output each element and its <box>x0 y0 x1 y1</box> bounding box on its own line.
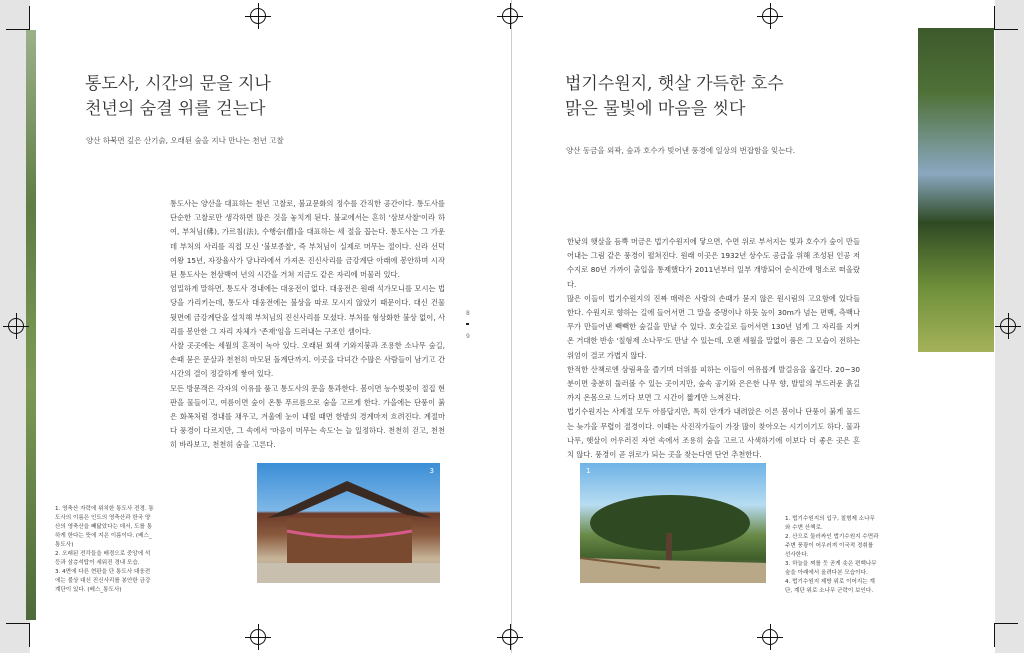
paragraph: 한적한 산책로엔 삼림욕을 즐기며 더위를 피하는 이들이 여유롭게 발걸음을 옮긴다. 20~30분이면 충분히 둘러볼 수 있는 곳이지만, 숲속 공기와 은은한 나무 향, 발밑의 부드러운 흙길까지 온몸으로 느끼다 보면 그 시간이 짧게만 느껴진다. <box>567 364 860 403</box>
caption: 1. 법기수원지의 입구, 칠형제 소나무와 수변 산책로. <box>785 516 875 531</box>
registration-mark-icon <box>502 8 518 24</box>
crop-mark-icon <box>994 623 1018 647</box>
page-number: 8 <box>466 310 470 317</box>
left-body-text <box>170 197 445 453</box>
left-subtitle: 양산 하북면 깊은 산기슭, 오래된 숲을 지나 만나는 천년 고찰 <box>86 136 284 145</box>
paragraph: 한낮의 햇살을 듬뿍 머금은 법기수원지에 닿으면, 수면 위로 부서지는 빛과 호수가 숲이 만들어내는 그림 같은 풍경이 펼쳐진다. 원래 이곳은 1932년 상수도 공급을 위해 조성된 인공 저수지로 80년 가까이 출입을 통제했다가 2011년부터 일부 개방되어 순식간에 명소로 떠올랐다. <box>567 237 860 289</box>
left-edge-forest-photo <box>26 30 36 620</box>
photo-number: 3 <box>429 467 434 475</box>
right-body-text <box>567 235 860 462</box>
registration-mark-icon <box>1000 318 1016 334</box>
right-subtitle: 양산 동금을 외곽, 숲과 호수가 빚어낸 풍경에 일상의 번잡함을 잊는다. <box>566 146 796 155</box>
paragraph: 법기수원지는 사계절 모두 아름답지만, 특히 안개가 내려앉은 이른 봄이나 단풍이 붉게 물드는 늦가을 무렵이 절경이다. 이때는 사진작가들이 가장 많이 찾아오는 시기이기도 하다. 물과 나무, 햇살이 어우러진 자연 속에서 조용히 숨을 고르고 사색하기에 이보다 더 좋은 곳은 흔치 않다. 풍경이 곧 위로가 되는 곳을 찾는다면 단연 추천한다. <box>567 407 860 460</box>
temple-photo <box>257 463 440 583</box>
photo-number: 1 <box>586 467 591 475</box>
crop-mark-icon <box>6 623 30 647</box>
paragraph: 엄밀하게 말하면, 통도사 경내에는 대웅전이 없다. 대웅전은 원래 석가모니를 모시는 법당을 가리키는데, 통도사 대웅전에는 불상을 따로 모시지 않았기 때문이다. 대신 건물 뒷면에 금강계단을 설치해 부처님의 진신사리를 모셨다. 부처를 형상화한 불상 없이, 사리를 봉안한 그 자리 자체가 '존재'임을 드러내는 구조인 셈이다. <box>170 284 445 336</box>
caption: 3. 4면에 다른 현판을 단 통도사 대웅전에는 불상 대신 진신사리를 봉안한 금강계단이 있다. (베스_통도사) <box>55 569 151 593</box>
registration-mark-icon <box>8 318 24 334</box>
caption: 2. 산으로 둘러싸인 법기수원지 수면과 주변 풍광이 어우러져 이국적 정취를 선사한다. <box>785 534 879 558</box>
paragraph: 많은 이들이 법기수원지의 진짜 매력은 사람의 손때가 묻지 않은 원시림의 고요함에 있다들 한다. 수원지로 향하는 길에 들어서면 그 말을 증명이나 하듯 높이 30m가 넘는 편백, 측백나무가 만들어낸 빽빽한 숲길을 만날 수 있다. 호숫길로 들어서면 130년 넘게 그 자리를 지켜온 거대한 반송 '칠형제 소나무'도 만날 수 있는데, 오랜 세월을 말없이 품은 그 모습이 전하는 위엄이 결코 가볍지 않다. <box>567 293 860 360</box>
title-line: 천년의 숨결 위를 걷는다 <box>85 99 266 119</box>
caption: 4. 법기수원지 제방 위로 이어지는 계단, 계단 위로 소나무 군락이 보인다. <box>785 579 875 594</box>
registration-mark-icon <box>502 629 518 645</box>
paragraph: 통도사는 양산을 대표하는 천년 고찰로, 불교문화의 정수를 간직한 공간이다. 통도사를 단순한 고찰로만 생각하면 많은 것을 놓치게 된다. 불교에서는 흔히 '삼보사찰'이라 하여, 부처님(佛), 가르침(法), 수행승(僧)을 대표하는 세 절을 꼽는다. 통도사는 그 가운데 부처의 사리를 직접 모신 '불보종찰', 즉 부처님이 실제로 머무는 절이다. 신라 선덕여왕 15년, 자장율사가 당나라에서 가져온 진신사리를 금강계단 아래에 봉안하며 시작된 통도사는 천삼백여 년의 시간을 거쳐 지금도 같은 자리에 머물러 있다. <box>170 199 445 280</box>
caption: 1. 영축산 자락에 위치한 통도사 전경. 통도사의 이름은 인도의 영축산과 한국 양산의 영축산을 빼닮았다는 데서, 도를 통하게 한다는 뜻에 지은 이름이다. (베스_통도사) <box>55 506 154 548</box>
right-captions <box>785 515 880 596</box>
page-number: 9 <box>466 333 470 340</box>
crop-mark-icon <box>6 6 30 30</box>
caption: 3. 하늘을 찌를 듯 곧게 솟은 편백나무 숲을 아래에서 올려다본 모습이다. <box>785 561 877 576</box>
paragraph: 모든 방문객은 각자의 이유를 품고 통도사의 문을 통과한다. 봄이면 능수벚꽃이 절집 현판을 물들이고, 여름이면 숲이 온통 푸르름으로 숨을 고르게 한다. 가을에는 단풍이 붉은 화폭처럼 경내를 채우고, 겨울에 눈이 내릴 때면 한밤의 경계마저 흐려진다. 계절마다 풍경이 다르지만, 그 속에서 '마음이 머무는 속도'는 늘 일정하다. 천천히 걷고, 천천히 바라보고, 천천히 숨을 고른다. <box>170 383 445 450</box>
title-line: 법기수원지, 햇살 가득한 호수 <box>565 74 784 94</box>
title-line: 통도사, 시간의 문을 지나 <box>85 74 271 94</box>
left-title <box>85 72 271 122</box>
crop-mark-icon <box>994 6 1018 30</box>
registration-mark-icon <box>250 629 266 645</box>
pine-tree-photo-small <box>580 463 766 583</box>
registration-mark-icon <box>762 8 778 24</box>
pine-tree-photo <box>918 28 994 352</box>
registration-mark-icon <box>762 629 778 645</box>
registration-mark-icon <box>250 8 266 24</box>
right-title <box>565 72 784 122</box>
left-captions <box>55 505 155 595</box>
page-number-divider <box>466 323 469 325</box>
caption: 2. 오래된 전각들을 배경으로 중앙에 석등과 삼층석탑이 세워진 경내 모습. <box>55 551 151 566</box>
title-line: 맑은 물빛에 마음을 씻다 <box>565 99 746 119</box>
paragraph: 사찰 곳곳에는 세월의 흔적이 녹아 있다. 오래된 회색 기와지붕과 조용한 소나무 숲길, 손때 묻은 문살과 천천히 마모된 돌계단까지. 이곳을 다녀간 수많은 사람들이 남기고 간 시간의 결이 정갈하게 쌓여 있다. <box>170 341 445 379</box>
